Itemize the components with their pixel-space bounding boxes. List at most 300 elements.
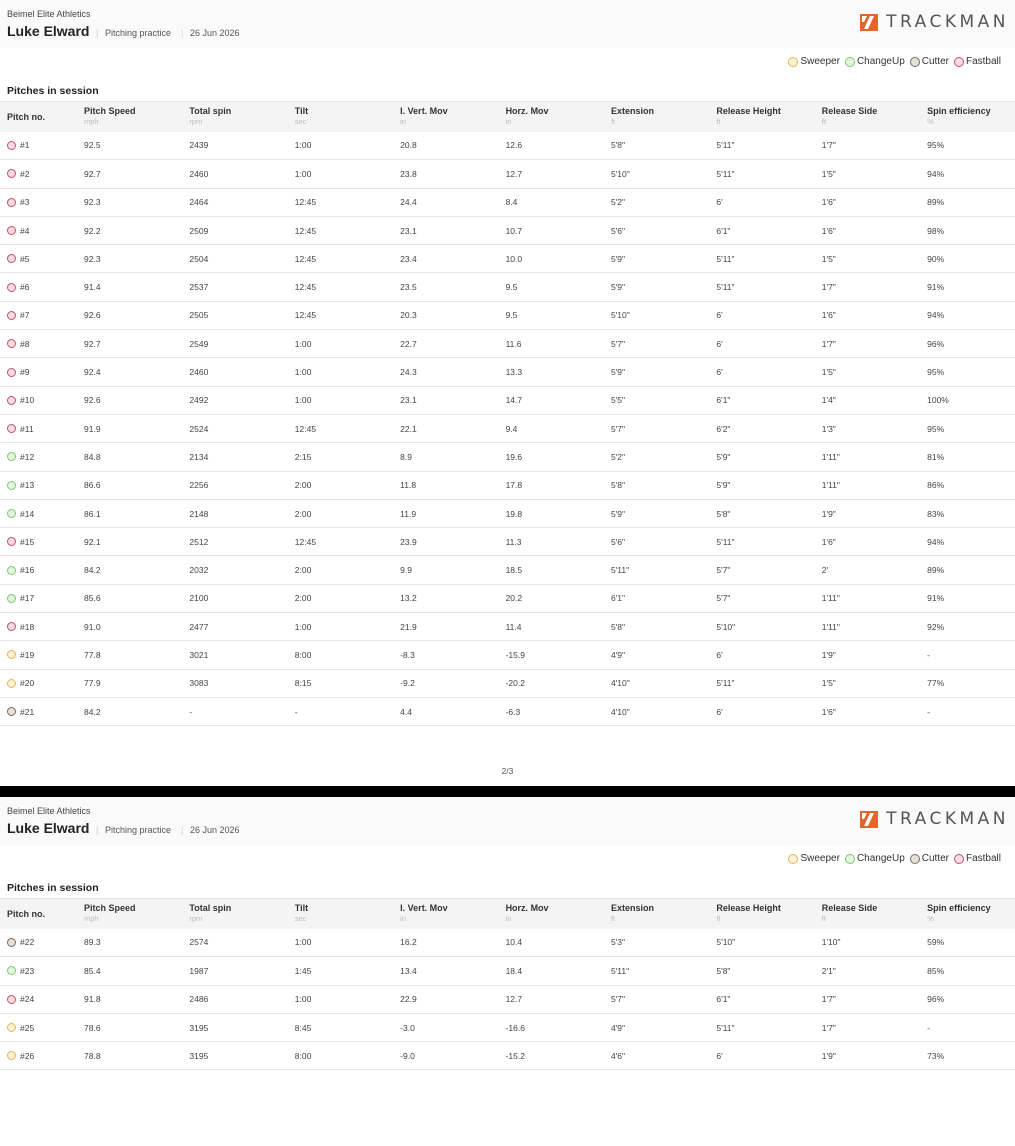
pitch-number-cell	[0, 929, 84, 957]
table-cell: 6'1"	[716, 225, 731, 236]
table-header	[0, 102, 1015, 132]
table-row	[0, 358, 1015, 386]
table-cell: 92.6	[84, 395, 101, 406]
pitch-number-label: #5	[20, 253, 30, 264]
table-cell: 4'10"	[610, 678, 630, 689]
table-cell: 5'11"	[716, 282, 735, 293]
section-title: Pitches in session	[7, 85, 99, 97]
pitch-number-cell	[0, 528, 84, 556]
table-cell: 89%	[927, 565, 945, 576]
pitch-number-cell	[0, 414, 84, 442]
pitch-number	[7, 282, 84, 292]
sweeper-dot-icon	[7, 650, 16, 659]
pitch-number-label: #14	[20, 508, 35, 519]
column-label: I. Vert. Mov	[400, 106, 448, 116]
table-cell: 1:00	[294, 395, 312, 406]
column-unit: ft	[610, 117, 616, 126]
cutter-dot-icon	[910, 854, 920, 864]
table-row	[0, 330, 1015, 358]
changeup-dot-icon	[7, 452, 16, 461]
table-row	[0, 471, 1015, 499]
column-label: Total spin	[189, 106, 232, 116]
sweeper-dot-icon	[788, 57, 798, 67]
table-cell: 2477	[189, 621, 209, 632]
pitch-number	[7, 140, 84, 150]
fastball-dot-icon	[7, 622, 16, 631]
column-unit: rpm	[189, 914, 203, 923]
table-cell: 94%	[927, 536, 945, 547]
table-cell: 18.5	[505, 565, 523, 576]
session-date: 26 Jun 2026	[190, 28, 240, 38]
pitch-number-label: #10	[20, 395, 35, 406]
player-name: Luke Elward	[7, 23, 90, 39]
table-cell: 94%	[927, 310, 945, 321]
table-cell: 6'1"	[716, 395, 731, 406]
table-cell: 3195	[189, 1050, 209, 1061]
table-cell: 19.6	[505, 451, 523, 462]
pitches-table	[0, 898, 1015, 1070]
table-cell: 1'6"	[821, 310, 836, 321]
session-date: 26 Jun 2026	[190, 825, 240, 835]
table-cell: 22.1	[400, 423, 417, 434]
column-label: Extension	[610, 106, 654, 116]
table-cell: 78.6	[84, 1022, 101, 1033]
table-cell: 8.4	[505, 197, 518, 208]
table-row	[0, 301, 1015, 329]
legend-item-changeup	[845, 853, 905, 864]
table-cell: 5'8"	[716, 508, 731, 519]
column-unit: ft	[716, 117, 721, 126]
table-cell: -8.3	[400, 649, 415, 660]
column-header	[84, 899, 189, 929]
pitch-number-label: #18	[20, 621, 35, 632]
legend-item-fastball	[954, 853, 1001, 864]
report-header	[0, 797, 1015, 872]
table-cell: 1987	[189, 965, 209, 976]
player-name: Luke Elward	[7, 820, 90, 836]
table-cell: 3195	[189, 1022, 209, 1033]
table-cell: 92.1	[84, 536, 101, 547]
table-cell: 4'10"	[610, 706, 630, 717]
table-cell: 2549	[189, 338, 209, 349]
table-cell: 5'10"	[610, 168, 630, 179]
sweeper-dot-icon	[7, 1023, 16, 1032]
table-cell: 1'11"	[821, 621, 840, 632]
table-cell: 1'6"	[821, 706, 836, 717]
table-cell: 11.9	[400, 508, 417, 519]
table-cell: 1'7"	[821, 994, 836, 1005]
table-cell: 24.4	[400, 197, 417, 208]
pitch-number-label: #26	[20, 1050, 35, 1061]
pitch-number-label: #19	[20, 649, 35, 660]
table-cell: 92.6	[84, 310, 101, 321]
table-cell: 23.1	[400, 395, 417, 406]
changeup-dot-icon	[845, 57, 855, 67]
column-label: Horz. Mov	[505, 903, 549, 913]
table-cell: 1'9"	[821, 649, 836, 660]
table-cell: 1'7"	[821, 282, 836, 293]
table-cell: 84.2	[84, 706, 101, 717]
table-cell: 17.8	[505, 480, 523, 491]
pitch-number	[7, 1023, 84, 1033]
column-unit: in	[505, 914, 512, 923]
legend-label: ChangeUp	[856, 56, 905, 67]
table-cell: 6'	[716, 367, 723, 378]
fastball-dot-icon	[7, 254, 16, 263]
column-header	[506, 102, 611, 132]
pitch-number	[7, 367, 84, 377]
column-unit: sec	[294, 117, 307, 126]
table-cell: 1'7"	[821, 140, 836, 151]
table-cell: 2:00	[294, 508, 312, 519]
table-row	[0, 132, 1015, 160]
pitch-number	[7, 1051, 84, 1061]
pitch-number	[7, 424, 84, 434]
column-header	[822, 899, 927, 929]
table-cell: 8:45	[294, 1022, 312, 1033]
table-cell: 100%	[927, 395, 949, 406]
table-cell: 5'6"	[610, 225, 626, 236]
table-cell: 11.6	[505, 338, 522, 349]
table-cell: -	[927, 706, 930, 717]
table-cell: 12.6	[505, 140, 523, 151]
table-cell: 95%	[927, 423, 945, 434]
column-header	[927, 899, 1015, 929]
table-cell: 10.4	[505, 937, 523, 948]
table-cell: 6'	[716, 310, 723, 321]
table-cell: 12:45	[294, 282, 317, 293]
table-cell: 6'	[716, 1050, 723, 1061]
cutter-dot-icon	[7, 938, 16, 947]
column-label: Pitch Speed	[84, 106, 136, 116]
column-label: Release Height	[716, 903, 781, 913]
column-label: Release Side	[821, 903, 878, 913]
table-row	[0, 1042, 1015, 1070]
table-cell: 5'9"	[610, 282, 626, 293]
fastball-dot-icon	[7, 424, 16, 433]
table-cell: 13.3	[505, 367, 523, 378]
legend-item-fastball	[954, 56, 1001, 67]
column-header	[0, 899, 84, 929]
table-cell: 1'11"	[821, 480, 840, 491]
table-cell: 5'11"	[610, 565, 630, 576]
table-cell: 23.8	[400, 168, 417, 179]
table-cell: -16.6	[505, 1022, 525, 1033]
table-row	[0, 188, 1015, 216]
table-row	[0, 499, 1015, 527]
table-cell: 92%	[927, 621, 945, 632]
table-cell: 11.8	[400, 480, 417, 491]
trackman-logo	[860, 809, 1009, 829]
table-row	[0, 929, 1015, 957]
pitch-number-cell	[0, 443, 84, 471]
table-cell: 1:00	[294, 994, 312, 1005]
table-cell: 6'	[716, 706, 723, 717]
column-label: Horz. Mov	[505, 106, 549, 116]
table-row	[0, 556, 1015, 584]
table-cell: 2:15	[294, 451, 312, 462]
meta-divider: |	[96, 28, 99, 38]
table-row	[0, 1013, 1015, 1041]
table-cell: 2512	[189, 536, 209, 547]
table-cell: 6'1"	[716, 994, 731, 1005]
table-cell: 5'8"	[716, 965, 731, 976]
fastball-dot-icon	[7, 396, 16, 405]
table-cell: -9.0	[400, 1050, 415, 1061]
table-cell: 77.8	[84, 649, 101, 660]
table-cell: 8:00	[294, 1050, 312, 1061]
table-cell: -20.2	[505, 678, 525, 689]
pitch-number-cell	[0, 613, 84, 641]
table-row	[0, 957, 1015, 985]
column-label: Extension	[610, 903, 654, 913]
column-label: Release Side	[821, 106, 878, 116]
table-cell: 5'10"	[716, 937, 736, 948]
pitches-table	[0, 101, 1015, 726]
table-cell: 14.7	[505, 395, 523, 406]
fastball-dot-icon	[7, 368, 16, 377]
table-cell: 1:00	[294, 367, 312, 378]
table-cell: 1:00	[294, 621, 312, 632]
column-unit: %	[927, 117, 934, 126]
table-cell: 2486	[189, 994, 209, 1005]
table-header	[0, 899, 1015, 929]
brand-name: TRACKMAN	[886, 809, 1009, 829]
legend-label: Sweeper	[800, 56, 840, 67]
column-header	[716, 899, 821, 929]
table-cell: 5'7"	[716, 593, 731, 604]
column-label: Total spin	[189, 903, 232, 913]
table-cell: 2100	[189, 593, 209, 604]
legend-label: Cutter	[921, 56, 949, 67]
table-cell: 95%	[927, 367, 945, 378]
table-cell: 85%	[927, 965, 945, 976]
header-row	[0, 899, 1015, 929]
table-cell: 5'6"	[610, 536, 626, 547]
table-cell: 12:45	[294, 197, 317, 208]
pitch-number-cell	[0, 273, 84, 301]
table-cell: 89.3	[84, 937, 101, 948]
table-cell: 1:00	[294, 937, 312, 948]
table-cell: 85.6	[84, 593, 101, 604]
pitch-number	[7, 339, 84, 349]
table-cell: 2537	[189, 282, 209, 293]
table-cell: 13.2	[400, 593, 417, 604]
column-header	[716, 102, 821, 132]
column-unit: in	[400, 117, 407, 126]
table-cell: 5'11"	[716, 253, 735, 264]
table-cell: 2524	[189, 423, 209, 434]
table-cell: 91.0	[84, 621, 101, 632]
table-cell: 90%	[927, 253, 945, 264]
table-cell: 5'7"	[610, 423, 626, 434]
table-cell: 2492	[189, 395, 209, 406]
table-cell: 1'5"	[821, 367, 836, 378]
table-cell: 95%	[927, 140, 945, 151]
column-label: Tilt	[294, 903, 309, 913]
fastball-dot-icon	[954, 57, 964, 67]
table-cell: 19.8	[505, 508, 523, 519]
pitch-number-label: #20	[20, 678, 35, 689]
table-cell: 5'11"	[610, 965, 630, 976]
table-cell: 21.9	[400, 621, 417, 632]
legend-label: Fastball	[965, 853, 1001, 864]
table-cell: 2504	[189, 253, 209, 264]
column-header	[611, 102, 716, 132]
table-cell: 6'	[716, 338, 723, 349]
report-header	[0, 0, 1015, 75]
pitch-number-cell	[0, 358, 84, 386]
pitch-number-cell	[0, 1013, 84, 1041]
table-cell: 2:00	[294, 565, 312, 576]
table-cell: 12:45	[294, 423, 317, 434]
table-cell: 5'7"	[610, 994, 626, 1005]
pitch-number-cell	[0, 669, 84, 697]
table-body	[0, 132, 1015, 726]
table-cell: 1'5"	[821, 253, 836, 264]
table-cell: 86%	[927, 480, 945, 491]
table-row	[0, 386, 1015, 414]
column-label: Pitch no.	[7, 908, 45, 919]
table-cell: 91.4	[84, 282, 101, 293]
table-cell: 5'11"	[716, 1022, 735, 1033]
table-cell: 92.7	[84, 338, 101, 349]
table-cell: 23.9	[400, 536, 417, 547]
table-cell: 5'3"	[610, 937, 626, 948]
table-cell: 24.3	[400, 367, 417, 378]
changeup-dot-icon	[845, 854, 855, 864]
table-cell: 11.4	[505, 621, 522, 632]
pitch-type-legend	[783, 853, 1001, 864]
table-cell: 94%	[927, 168, 945, 179]
table-cell: 86.1	[84, 508, 101, 519]
table-cell: -9.2	[400, 678, 415, 689]
pitch-number	[7, 966, 84, 976]
table-cell: 12.7	[505, 168, 523, 179]
legend-label: Fastball	[965, 56, 1001, 67]
table-row	[0, 669, 1015, 697]
fastball-dot-icon	[7, 198, 16, 207]
table-cell: 2134	[189, 451, 209, 462]
table-cell: -	[927, 649, 930, 660]
table-cell: 12:45	[294, 310, 317, 321]
pitch-number-cell	[0, 1042, 84, 1070]
pitch-number-cell	[0, 245, 84, 273]
pitch-number	[7, 226, 84, 236]
table-cell: 96%	[927, 338, 945, 349]
table-row	[0, 414, 1015, 442]
pitch-number	[7, 480, 84, 490]
column-unit: ft	[821, 914, 826, 923]
table-cell: -	[189, 706, 193, 717]
table-cell: 1:00	[294, 140, 312, 151]
page-number: 2/3	[501, 766, 514, 776]
table-cell: 5'5"	[610, 395, 626, 406]
meta-divider: |	[96, 825, 99, 835]
section-title: Pitches in session	[7, 882, 99, 894]
fastball-dot-icon	[954, 854, 964, 864]
table-cell: -3.0	[400, 1022, 415, 1033]
pitch-number-label: #23	[20, 965, 35, 976]
column-header	[189, 102, 294, 132]
column-label: Pitch Speed	[84, 903, 136, 913]
table-row	[0, 245, 1015, 273]
table-cell: 1'9"	[821, 1050, 836, 1061]
pitch-number	[7, 509, 84, 519]
sweeper-dot-icon	[7, 679, 16, 688]
pitch-number-label: #4	[20, 225, 30, 236]
pitch-type-legend	[783, 56, 1001, 67]
table-row	[0, 160, 1015, 188]
trackman-logo-icon	[860, 811, 878, 828]
table-cell: 2032	[189, 565, 209, 576]
fastball-dot-icon	[7, 141, 16, 150]
pitch-number-cell	[0, 985, 84, 1013]
table-cell: 2460	[189, 168, 209, 179]
pitch-number-cell	[0, 188, 84, 216]
meta-divider: |	[181, 28, 184, 38]
header-row	[0, 102, 1015, 132]
column-unit: sec	[294, 914, 307, 923]
table-cell: 5'7"	[716, 565, 731, 576]
table-cell: 4.4	[400, 706, 412, 717]
fastball-dot-icon	[7, 283, 16, 292]
table-cell: -	[294, 706, 298, 717]
pitch-number-cell	[0, 132, 84, 160]
table-cell: 96%	[927, 994, 945, 1005]
table-cell: 2'	[821, 565, 829, 576]
table-cell: 1'3"	[821, 423, 836, 434]
pitch-number	[7, 593, 84, 603]
table-cell: 1'9"	[821, 508, 836, 519]
column-unit: ft	[716, 914, 721, 923]
pitch-number	[7, 678, 84, 688]
column-unit: ft	[610, 914, 616, 923]
column-unit: mph	[84, 914, 99, 923]
table-cell: 2:00	[294, 593, 312, 604]
table-cell: 5'10"	[610, 310, 630, 321]
pitch-number-label: #21	[20, 706, 35, 717]
table-cell: 12:45	[294, 536, 317, 547]
table-cell: 6'2"	[716, 423, 731, 434]
table-cell: 16.2	[400, 937, 417, 948]
pitch-number	[7, 395, 84, 405]
table-row	[0, 273, 1015, 301]
pitch-number	[7, 994, 84, 1004]
column-label: Release Height	[716, 106, 781, 116]
table-cell: 4'6"	[610, 1050, 626, 1061]
column-label: Spin efficiency	[927, 106, 991, 116]
legend-item-cutter	[910, 853, 949, 864]
table-cell: 81%	[927, 451, 945, 462]
table-row	[0, 697, 1015, 725]
column-label: I. Vert. Mov	[400, 903, 448, 913]
table-cell: 5'8"	[610, 480, 626, 491]
trackman-logo-icon	[860, 14, 878, 31]
table-cell: 12:45	[294, 225, 317, 236]
table-cell: 23.4	[400, 253, 417, 264]
table-cell: 6'1"	[610, 593, 626, 604]
table-cell: 5'11"	[716, 678, 735, 689]
column-header	[400, 899, 505, 929]
cutter-dot-icon	[7, 707, 16, 716]
table-cell: 5'11"	[716, 536, 735, 547]
org-name: Beimel Elite Athletics	[7, 806, 91, 816]
table-cell: 1'5"	[821, 678, 836, 689]
legend-item-sweeper	[788, 56, 839, 67]
pitch-number-cell	[0, 216, 84, 244]
table-cell: 12.7	[505, 994, 523, 1005]
